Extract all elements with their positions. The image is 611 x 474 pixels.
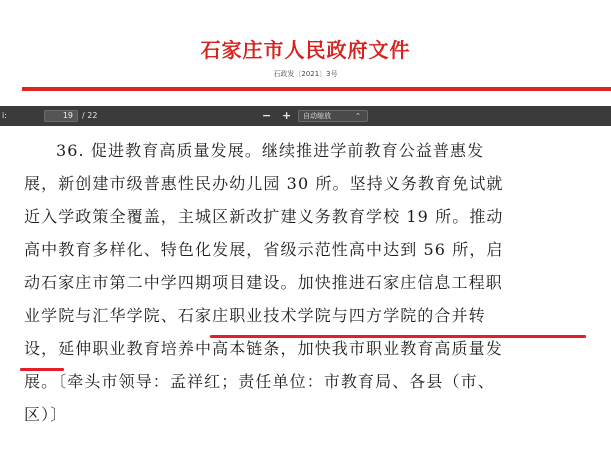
paragraph-line-1: 36. 促进教育高质量发展。继续推进学前教育公益普惠发 [56,141,485,160]
paragraph-line-3: 近入学政策全覆盖，主城区新改扩建义务教育学校 19 所。推动 [24,207,504,226]
page-total-label: / 22 [82,111,98,120]
chevron-updown-icon: ⌃ [355,112,361,120]
zoom-out-button[interactable]: − [262,109,272,122]
document-header [0,0,611,96]
paragraph-line-8: 展。〔牵头市领导：孟祥红；责任单位：市教育局、各县（市、 [24,372,495,391]
highlight-underline-1 [210,335,586,338]
header-red-rule [22,87,611,91]
zoom-in-button[interactable]: + [282,109,292,122]
paragraph-line-6: 业学院与汇华学院、石家庄职业技术学院与四方学院的合并转 [24,306,486,325]
paragraph-line-7: 设，延伸职业教育培养中高本链条，加快我市职业教育高质量发 [24,339,503,358]
toolbar-prefix-label: i: [2,111,7,120]
document-title: 石家庄市人民政府文件 [200,38,411,62]
document-number: 石政发〔2021〕3号 [273,70,338,78]
paragraph-line-9: 区）〕 [24,405,68,424]
paragraph-line-2: 展，新创建市级普惠性民办幼儿园 30 所。坚持义务教育免试就 [24,174,504,193]
paragraph-line-5: 动石家庄市第二中学四期项目建设。加快推进石家庄信息工程职 [24,273,503,292]
zoom-select[interactable] [298,110,368,122]
page-number-input[interactable]: 19 [44,110,78,122]
highlight-underline-2 [20,368,64,371]
zoom-select-value: 自动缩放 [303,112,331,120]
paragraph-line-4: 高中教育多样化、特色化发展，省级示范性高中达到 56 所，启 [24,240,504,259]
pdf-viewer-toolbar [0,106,611,126]
